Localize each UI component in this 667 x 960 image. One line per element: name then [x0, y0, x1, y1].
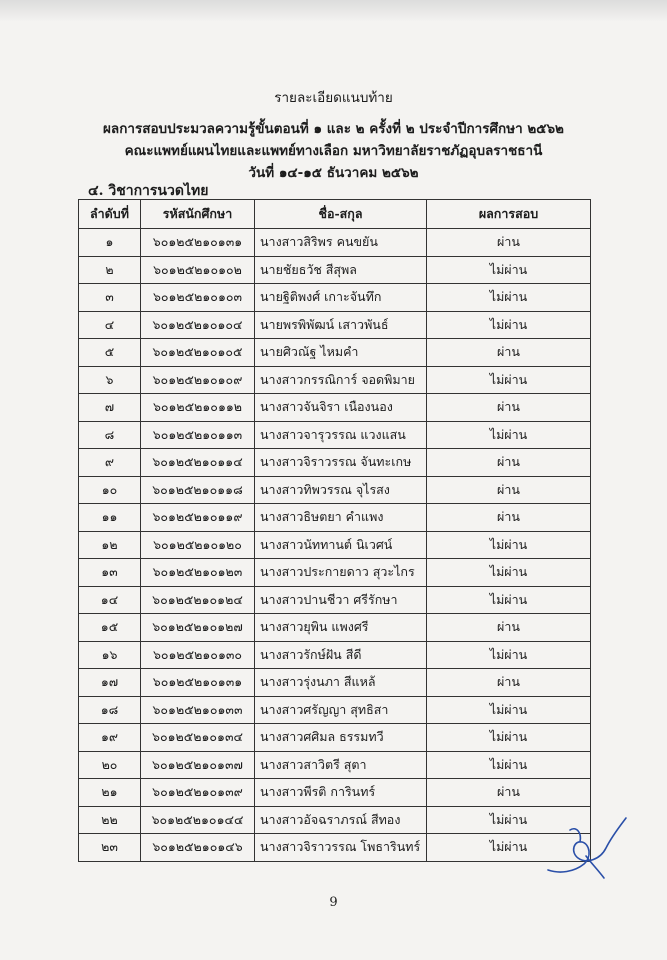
row-student-id: ๖๐๑๒๕๒๑๐๑๑๒ [141, 394, 255, 422]
row-student-id: ๖๐๑๒๕๒๑๐๑๑๔ [141, 449, 255, 477]
table-row [79, 256, 591, 284]
row-order: ๒ [79, 256, 141, 284]
table-row [79, 834, 591, 862]
row-name: นางสาวธิษตยา คำแพง [255, 504, 427, 532]
row-result: ผ่าน [427, 394, 591, 422]
row-name: นางสาวจิราวรรณ จันทะเกษ [255, 449, 427, 477]
row-name: นางสาวอัจฉราภรณ์ สีทอง [255, 806, 427, 834]
row-name: นายศิวณัฐ ไหมคำ [255, 339, 427, 367]
row-result: ไม่ผ่าน [427, 724, 591, 752]
row-order: ๒๓ [79, 834, 141, 862]
row-order: ๒๑ [79, 779, 141, 807]
document-title: ผลการสอบประมวลความรู้ขั้นตอนที่ ๑ และ ๒ ครั้งที่ ๒ ประจำปีการศึกษา ๒๕๖๒ [103, 121, 564, 137]
row-name: นางสาวยุพิน แพงศรี [255, 614, 427, 642]
table-row [79, 614, 591, 642]
row-order: ๑๗ [79, 669, 141, 697]
row-student-id: ๖๐๑๒๕๒๑๐๑๐๒ [141, 256, 255, 284]
row-name: นางสาวปานชีวา ศรีรักษา [255, 586, 427, 614]
column-header-name: ชื่อ-สกุล [255, 200, 427, 229]
row-name: นางสาวสาวิตรี สุตา [255, 751, 427, 779]
row-result: ไม่ผ่าน [427, 559, 591, 587]
row-name: นางสาวศศิมล ธรรมทวี [255, 724, 427, 752]
table-row [79, 394, 591, 422]
row-name: นางสาวนัททานต์ นิเวศน์ [255, 531, 427, 559]
row-result: ผ่าน [427, 504, 591, 532]
table-row [79, 696, 591, 724]
row-name: นางสาวรักษ์ฝัน สีดี [255, 641, 427, 669]
table-row [79, 504, 591, 532]
exam-date: วันที่ ๑๔-๑๕ ธันวาคม ๒๕๖๒ [248, 165, 419, 181]
row-name: นางสาวทิพวรรณ จุไรสง [255, 476, 427, 504]
row-result: ไม่ผ่าน [427, 531, 591, 559]
section-title: ๔. วิชาการนวดไทย [88, 183, 209, 199]
row-order: ๑๔ [79, 586, 141, 614]
row-order: ๑๘ [79, 696, 141, 724]
row-student-id: ๖๐๑๒๕๒๑๐๑๓๙ [141, 779, 255, 807]
row-order: ๓ [79, 284, 141, 312]
row-result: ผ่าน [427, 229, 591, 257]
row-student-id: ๖๐๑๒๕๒๑๐๑๓๑ [141, 669, 255, 697]
scan-top-shadow [0, 0, 667, 22]
row-student-id: ๖๐๑๒๕๒๑๐๑๒๗ [141, 614, 255, 642]
row-name: นางสาวกรรณิการ์ จอดพิมาย [255, 366, 427, 394]
table-row [79, 751, 591, 779]
row-order: ๒๐ [79, 751, 141, 779]
row-order: ๑๑ [79, 504, 141, 532]
row-name: นางสาวศรัญญา สุทธิสา [255, 696, 427, 724]
row-name: นางสาวประกายดาว สุวะไกร [255, 559, 427, 587]
row-name: นายฐิติพงศ์ เกาะจันทึก [255, 284, 427, 312]
table-row [79, 476, 591, 504]
row-result: ไม่ผ่าน [427, 696, 591, 724]
table-row [79, 779, 591, 807]
table-row [79, 586, 591, 614]
row-student-id: ๖๐๑๒๕๒๑๐๑๒๓ [141, 559, 255, 587]
row-student-id: ๖๐๑๒๕๒๑๐๑๓๓ [141, 696, 255, 724]
table-row [79, 449, 591, 477]
row-student-id: ๖๐๑๒๕๒๑๐๑๐๕ [141, 339, 255, 367]
row-name: นางสาวจารุวรรณ แวงแสน [255, 421, 427, 449]
row-result: ไม่ผ่าน [427, 586, 591, 614]
row-order: ๘ [79, 421, 141, 449]
table-row [79, 366, 591, 394]
row-order: ๙ [79, 449, 141, 477]
row-order: ๑๒ [79, 531, 141, 559]
row-order: ๔ [79, 311, 141, 339]
row-order: ๖ [79, 366, 141, 394]
attachment-caption: รายละเอียดแนบท้าย [274, 90, 393, 106]
row-result: ผ่าน [427, 339, 591, 367]
row-result: ไม่ผ่าน [427, 311, 591, 339]
row-order: ๒๒ [79, 806, 141, 834]
table-row [79, 339, 591, 367]
row-student-id: ๖๐๑๒๕๒๑๐๑๓๔ [141, 724, 255, 752]
page-number: 9 [329, 895, 338, 910]
row-result: ผ่าน [427, 476, 591, 504]
row-order: ๑๖ [79, 641, 141, 669]
row-student-id: ๖๐๑๒๕๒๑๐๑๔๖ [141, 834, 255, 862]
row-order: ๑ [79, 229, 141, 257]
row-student-id: ๖๐๑๒๕๒๑๐๑๐๔ [141, 311, 255, 339]
row-student-id: ๖๐๑๒๕๒๑๐๑๐๓ [141, 284, 255, 312]
row-name: นายพรพิพัฒน์ เสาวพันธ์ [255, 311, 427, 339]
row-student-id: ๖๐๑๒๕๒๑๐๑๔๔ [141, 806, 255, 834]
row-result: ไม่ผ่าน [427, 806, 591, 834]
row-result: ไม่ผ่าน [427, 284, 591, 312]
row-name: นางสาวจันจิรา เนืองนอง [255, 394, 427, 422]
table-row [79, 669, 591, 697]
row-name: นางสาวพีรติ การินทร์ [255, 779, 427, 807]
row-result: ไม่ผ่าน [427, 421, 591, 449]
row-result: ผ่าน [427, 614, 591, 642]
row-name: นางสาวสิริพร คนขยัน [255, 229, 427, 257]
row-name: นางสาวจิราวรรณ โพธารินทร์ [255, 834, 427, 862]
table-row [79, 421, 591, 449]
row-result: ผ่าน [427, 779, 591, 807]
row-order: ๑๕ [79, 614, 141, 642]
table-row [79, 284, 591, 312]
row-name: นายชัยธวัช สีสุพล [255, 256, 427, 284]
table-row [79, 229, 591, 257]
column-header-student-id: รหัสนักศึกษา [141, 200, 255, 229]
row-order: ๑๓ [79, 559, 141, 587]
row-order: ๑๐ [79, 476, 141, 504]
results-table [78, 199, 591, 862]
row-student-id: ๖๐๑๒๕๒๑๐๑๒๔ [141, 586, 255, 614]
row-student-id: ๖๐๑๒๕๒๑๐๑๐๙ [141, 366, 255, 394]
table-row [79, 724, 591, 752]
row-result: ผ่าน [427, 669, 591, 697]
row-order: ๕ [79, 339, 141, 367]
row-order: ๗ [79, 394, 141, 422]
faculty-line: คณะแพทย์แผนไทยและแพทย์ทางเลือก มหาวิทยาลัยราชภัฏอุบลราชธานี [124, 143, 543, 159]
row-student-id: ๖๐๑๒๕๒๑๐๑๓๐ [141, 641, 255, 669]
row-result: ไม่ผ่าน [427, 256, 591, 284]
row-result: ไม่ผ่าน [427, 641, 591, 669]
row-order: ๑๙ [79, 724, 141, 752]
row-student-id: ๖๐๑๒๕๒๑๐๑๑๘ [141, 476, 255, 504]
table-row [79, 806, 591, 834]
row-result: ผ่าน [427, 449, 591, 477]
row-student-id: ๖๐๑๒๕๒๑๐๑๓๗ [141, 751, 255, 779]
row-student-id: ๖๐๑๒๕๒๑๐๑๑๓ [141, 421, 255, 449]
row-student-id: ๖๐๑๒๕๒๑๐๑๒๐ [141, 531, 255, 559]
row-result: ไม่ผ่าน [427, 834, 591, 862]
row-student-id: ๖๐๑๒๕๒๑๐๑๓๑ [141, 229, 255, 257]
row-result: ไม่ผ่าน [427, 751, 591, 779]
row-student-id: ๖๐๑๒๕๒๑๐๑๑๙ [141, 504, 255, 532]
table-row [79, 311, 591, 339]
table-row [79, 531, 591, 559]
column-header-result: ผลการสอบ [427, 200, 591, 229]
row-result: ไม่ผ่าน [427, 366, 591, 394]
table-row [79, 559, 591, 587]
table-header-row [79, 200, 591, 229]
column-header-order: ลำดับที่ [79, 200, 141, 229]
signature [540, 812, 630, 887]
table-row [79, 641, 591, 669]
row-name: นางสาวรุ่งนภา สีแหล้ [255, 669, 427, 697]
